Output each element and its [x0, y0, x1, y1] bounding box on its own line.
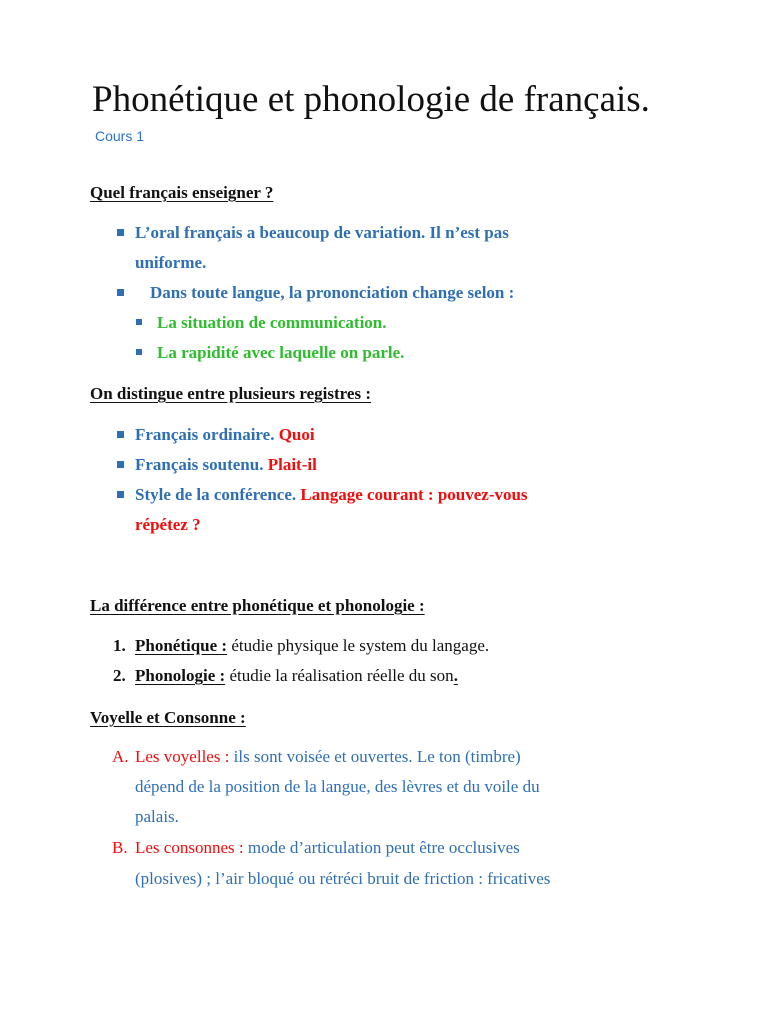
list-item-registre-soutenu [135, 450, 317, 480]
registre-example: Langage courant : pouvez-vous [300, 485, 528, 504]
definition-voyelles-line3: palais. [135, 807, 179, 826]
section-heading-voyelle-consonne: Voyelle et Consonne : [90, 708, 246, 727]
list-item-oral-variation: L’oral français a beaucoup de variation. Il n’est pas [135, 223, 509, 242]
square-bullet-icon [117, 229, 124, 236]
square-bullet-icon [117, 289, 124, 296]
registre-example: Quoi [278, 425, 315, 444]
list-item-phonologie [135, 661, 458, 691]
sub-item-rapidite: La rapidité avec laquelle on parle. [157, 343, 405, 362]
definition-voyelles: ils sont voisée et ouvertes. Le ton (timbre) [229, 747, 521, 766]
list-item-registre-conference [135, 480, 528, 510]
definition-consonnes-line2: (plosives) ; l’air bloqué ou rétréci bruit de friction : fricatives [135, 869, 551, 888]
square-bullet-icon [136, 319, 142, 325]
term-consonnes: Les consonnes : [135, 838, 244, 857]
list-number: 1. [113, 636, 126, 655]
registre-example-continued: répétez ? [135, 515, 201, 534]
registre-example: Plait-il [267, 455, 317, 474]
list-item-consonnes [135, 833, 520, 863]
definition-end-mark: . [453, 666, 458, 685]
square-bullet-icon [136, 349, 142, 355]
document-title: Phonétique et phonologie de français. [92, 79, 650, 120]
list-item-phonetique [135, 631, 489, 661]
registre-label: Français soutenu. [135, 455, 264, 474]
sub-item-situation: La situation de communication. [157, 313, 387, 332]
section-heading-quel-francais: Quel français enseigner ? [90, 183, 274, 202]
term-phonetique: Phonétique : [135, 636, 228, 655]
list-item-voyelles [135, 742, 521, 772]
list-number: 2. [113, 666, 126, 685]
registre-label: Style de la conférence. [135, 485, 297, 504]
term-phonologie: Phonologie : [135, 666, 226, 685]
definition-consonnes: mode d’articulation peut être occlusives [243, 838, 520, 857]
definition-phonetique: étudie physique le system du langage. [227, 636, 490, 655]
definition-voyelles-line2: dépend de la position de la langue, des lèvres et du voile du [135, 777, 540, 796]
section-heading-difference: La différence entre phonétique et phonologie : [90, 596, 425, 615]
list-letter: A. [112, 747, 129, 766]
document-subtitle: Cours 1 [95, 128, 145, 144]
list-item-oral-variation-continued: uniforme. [135, 253, 207, 272]
square-bullet-icon [117, 431, 124, 438]
list-item-registre-ordinaire [135, 420, 315, 450]
list-letter: B. [112, 838, 128, 857]
square-bullet-icon [117, 491, 124, 498]
registre-label: Français ordinaire. [135, 425, 275, 444]
term-voyelles: Les voyelles : [135, 747, 230, 766]
definition-phonologie: étudie la réalisation réelle du son [225, 666, 454, 685]
square-bullet-icon [117, 461, 124, 468]
list-item-prononciation: Dans toute langue, la prononciation change selon : [150, 283, 515, 302]
section-heading-registres: On distingue entre plusieurs registres : [90, 384, 371, 403]
